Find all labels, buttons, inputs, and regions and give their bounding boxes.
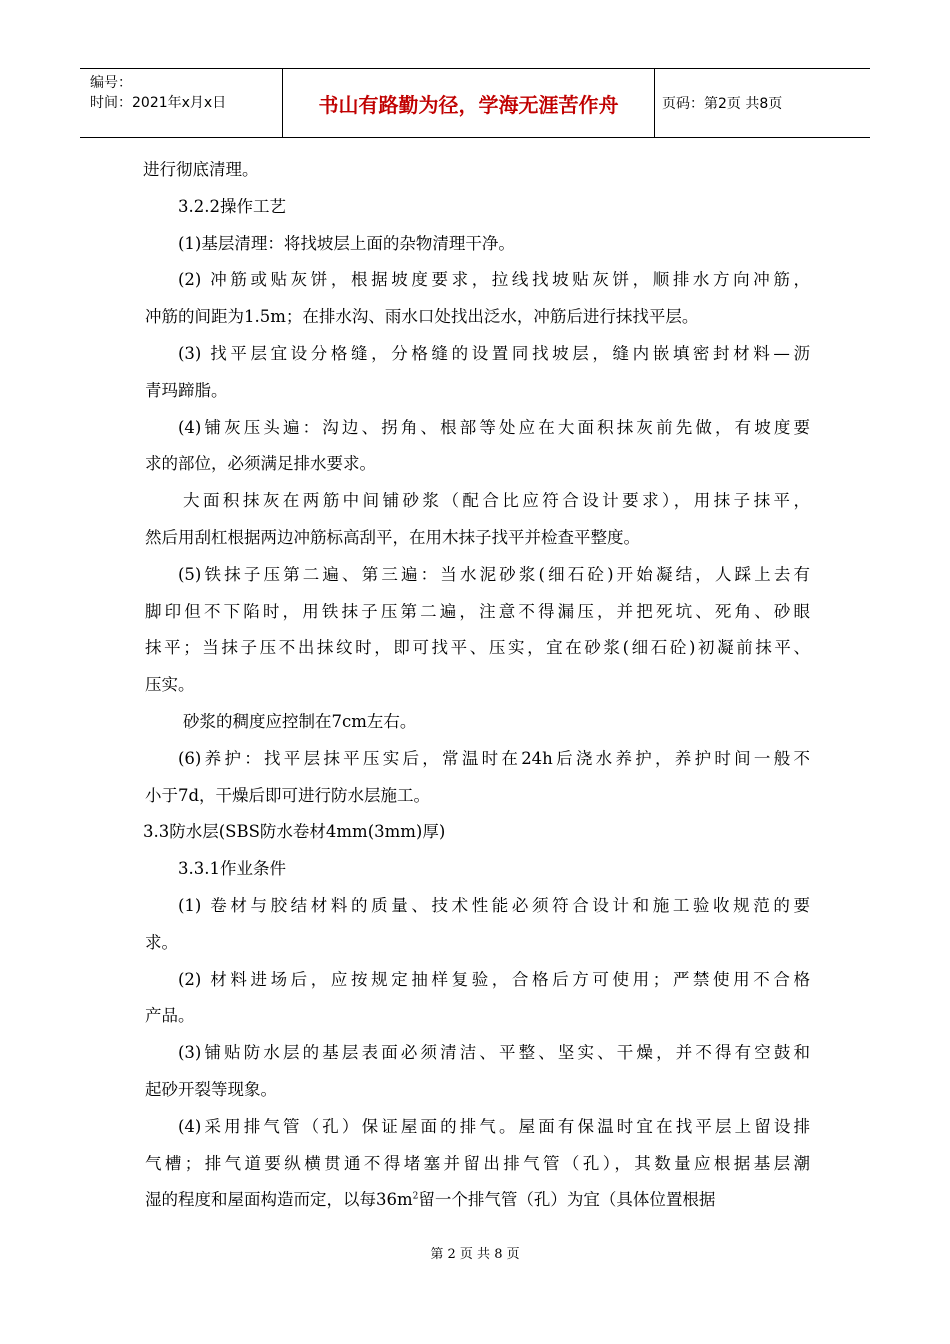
body-line [145, 1182, 810, 1219]
header-divider [654, 69, 655, 137]
number-label: 编号： [90, 75, 132, 91]
body-line: (1)基层清理：将找坡层上面的杂物清理干净。 [178, 233, 515, 253]
body-line: 小于7d，干燥后即可进行防水层施工。 [145, 785, 431, 805]
body-line: 脚印但不下陷时，用铁抹子压第二遍，注意不得漏压，并把死坑、死角、砂眼 [145, 601, 810, 621]
page-footer: 第 2 页 共 8 页 [430, 1247, 520, 1262]
header-motto: 书山有路勤为径，学海无涯苦作舟 [318, 92, 619, 117]
body-line: 然后用刮杠根据两边冲筋标高刮平，在用木抹子找平并检查平整度。 [145, 527, 640, 547]
body-line: 进行彻底清理。 [143, 160, 259, 179]
body-line: (2) 冲筋或贴灰饼，根据坡度要求，拉线找坡贴灰饼，顺排水方向冲筋， [178, 270, 810, 290]
body-line: (3)铺贴防水层的基层表面必须清洁、平整、坚实、干燥，并不得有空鼓和 [178, 1043, 810, 1063]
body-line: 青玛蹄脂。 [145, 380, 228, 400]
header-page-info: 页码：第2页 共8页 [662, 96, 783, 112]
body-line: 求的部位，必须满足排水要求。 [145, 454, 376, 474]
body-line: 抹平；当抹子压不出抹纹时，即可找平、压实，宜在砂浆(细石砼)初凝前抹平、 [145, 638, 810, 658]
body-line: (2) 材料进场后，应按规定抽样复验，合格后方可使用；严禁使用不合格 [178, 969, 810, 989]
document-body [145, 152, 810, 1219]
body-line: (4)铺灰压头遍：沟边、拐角、根部等处应在大面积抹灰前先做，有坡度要 [178, 417, 810, 437]
section-heading: 3.2.2操作工艺 [178, 196, 286, 216]
body-line: (6)养护：找平层抹平压实后，常温时在24h后浇水养护，养护时间一般不 [178, 748, 810, 768]
body-line: (5)铁抹子压第二遍、第三遍：当水泥砂浆(细石砼)开始凝结，人踩上去有 [178, 564, 810, 584]
body-line: 求。 [145, 932, 178, 952]
body-line: 气槽；排气道要纵横贯通不得堵塞并留出排气管（孔），其数量应根据基层潮 [145, 1153, 810, 1173]
superscript: 2 [412, 1191, 419, 1202]
page-header [80, 68, 870, 138]
header-meta [90, 73, 226, 113]
body-line: 冲筋的间距为1.5m；在排水沟、雨水口处找出泛水，冲筋后进行抹找平层。 [145, 307, 699, 327]
body-line: (4)采用排气管（孔）保证屋面的排气。屋面有保温时宜在找平层上留设排 [178, 1116, 810, 1136]
body-line: 产品。 [145, 1006, 195, 1026]
body-text: 留一个排气管（孔）为宜（具体位置根据 [418, 1190, 716, 1210]
body-text: 湿的程度和屋面构造而定，以每36m [145, 1190, 413, 1210]
section-heading: 3.3防水层(SBS防水卷材4mm(3mm)厚) [143, 822, 446, 842]
body-line: (1) 卷材与胶结材料的质量、技术性能必须符合设计和施工验收规范的要 [178, 895, 810, 915]
body-line: 砂浆的稠度应控制在7cm左右。 [183, 711, 417, 731]
date-label: 时间：2021年x月x日 [90, 95, 227, 111]
body-line: 大面积抹灰在两筋中间铺砂浆（配合比应符合设计要求），用抹子抹平， [183, 491, 810, 511]
body-line: (3) 找平层宜设分格缝，分格缝的设置同找坡层，缝内嵌填密封材料—沥 [178, 343, 810, 363]
section-heading: 3.3.1作业条件 [178, 859, 286, 879]
body-line: 起砂开裂等现象。 [145, 1079, 277, 1099]
body-line: 压实。 [145, 675, 195, 695]
